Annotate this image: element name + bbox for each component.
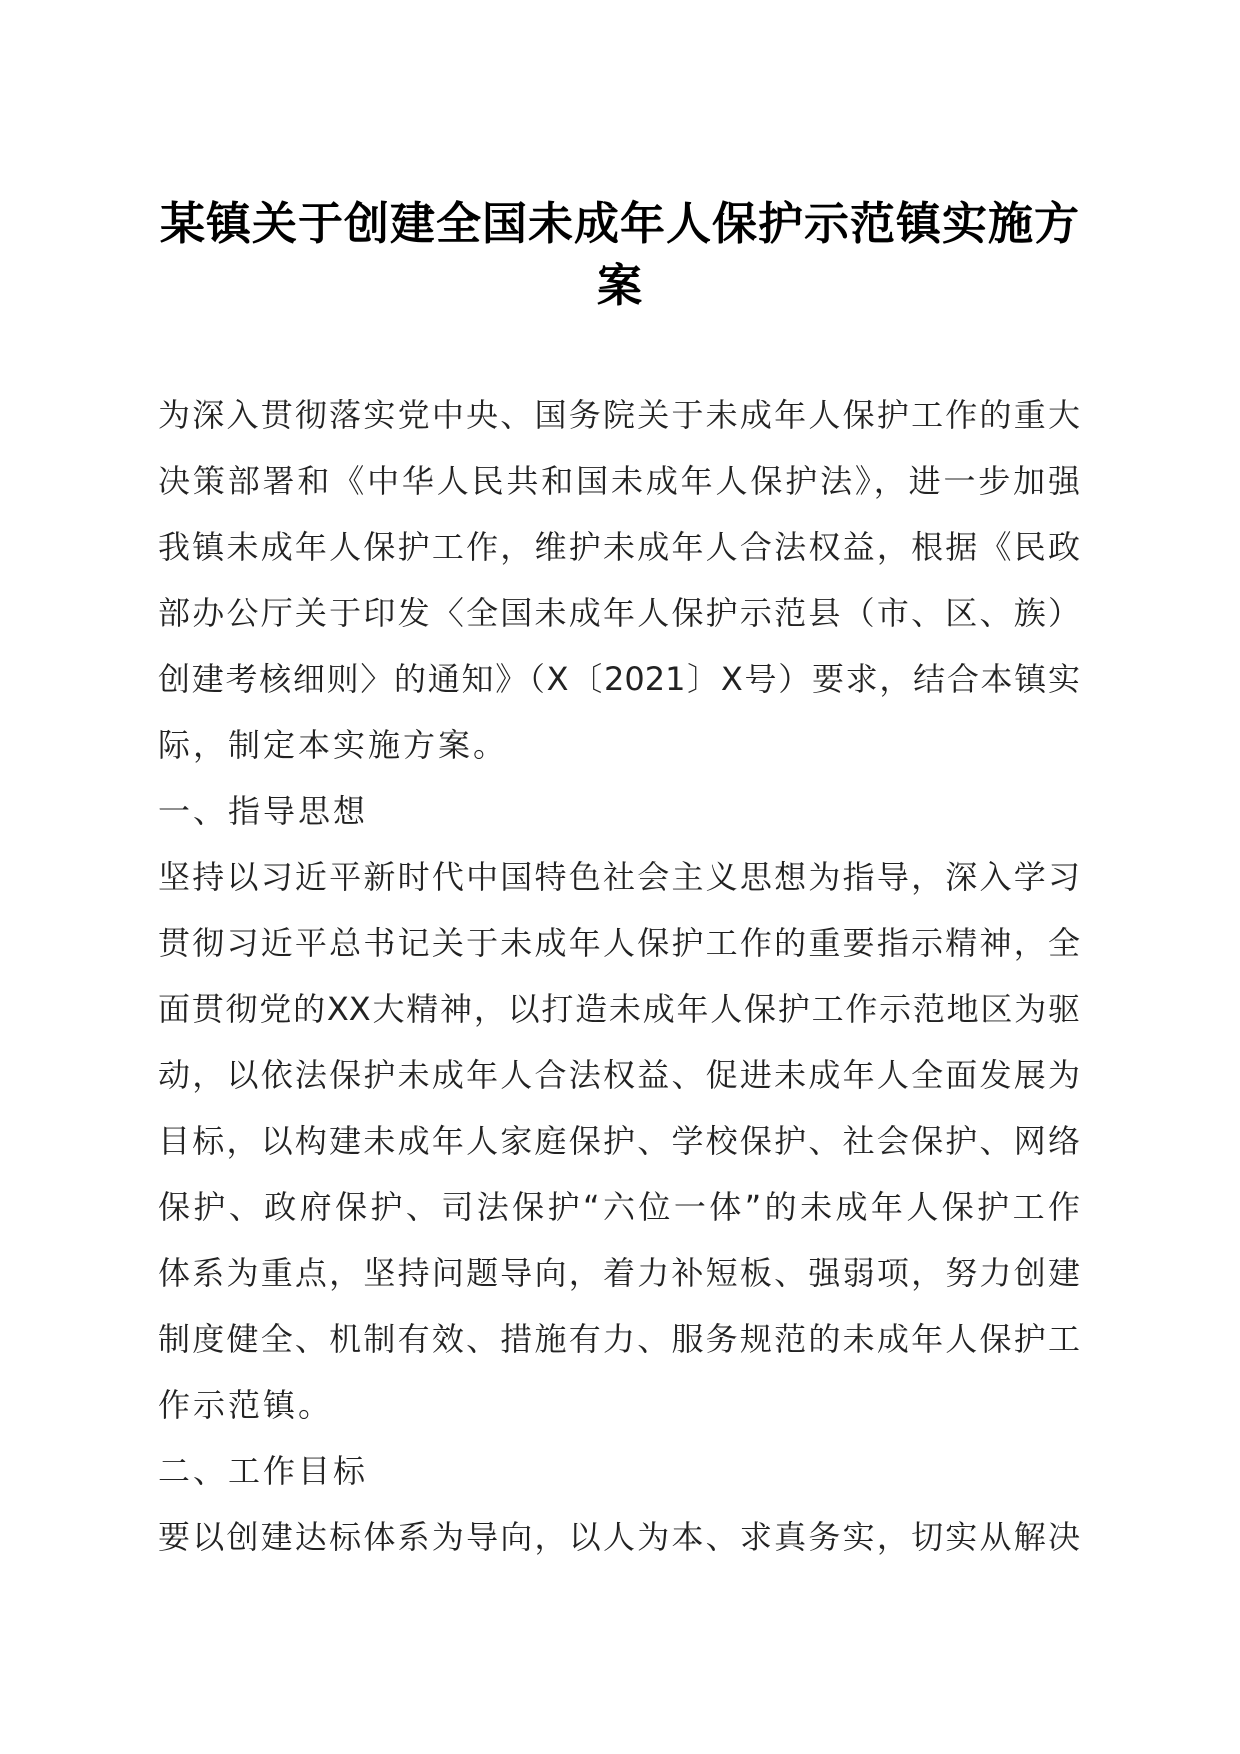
paragraph-line: 部办公厅关于印发〈全国未成年人保护示范县（市、区、族） — [158, 594, 1080, 632]
paragraph-line: 决策部署和《中华人民共和国未成年人保护法》，进一步加强 — [158, 462, 1080, 500]
paragraph-line: 坚持以习近平新时代中国特色社会主义思想为指导，深入学习 — [158, 858, 1080, 896]
paragraph-line: 贯彻习近平总书记关于未成年人保护工作的重要指示精神，全 — [158, 924, 1080, 962]
paragraph-line: 创建考核细则〉的通知》（X〔2021〕X号）要求，结合本镇实 — [158, 660, 1080, 698]
guiding-ideology-paragraph — [158, 844, 1080, 1438]
paragraph-line: 体系为重点，坚持问题导向，着力补短板、强弱项，努力创建 — [158, 1254, 1080, 1292]
paragraph-line: 要以创建达标体系为导向，以人为本、求真务实，切实从解决 — [158, 1518, 1080, 1556]
paragraph-line: 制度健全、机制有效、措施有力、服务规范的未成年人保护工 — [158, 1320, 1080, 1358]
document-title — [150, 193, 1090, 317]
section-heading-work-goals: 二、工作目标 — [158, 1452, 369, 1490]
work-goals-paragraph — [158, 1504, 1080, 1570]
document-body — [158, 382, 1080, 1570]
section-heading-guiding-ideology: 一、指导思想 — [158, 792, 369, 830]
intro-paragraph — [158, 382, 1080, 778]
paragraph-line: 保护、政府保护、司法保护“六位一体”的未成年人保护工作 — [158, 1188, 1080, 1226]
title-line: 某镇关于创建全国未成年人保护示范镇实施方 — [159, 197, 1080, 250]
paragraph-line: 作示范镇。 — [158, 1386, 334, 1424]
paragraph-line: 动，以依法保护未成年人合法权益、促进未成年人全面发展为 — [158, 1056, 1080, 1094]
title-line: 案 — [596, 259, 643, 312]
paragraph-line: 面贯彻党的XX大精神，以打造未成年人保护工作示范地区为驱 — [158, 990, 1080, 1028]
paragraph-line: 际，制定本实施方案。 — [158, 726, 509, 764]
paragraph-line: 为深入贯彻落实党中央、国务院关于未成年人保护工作的重大 — [158, 396, 1080, 434]
paragraph-line: 目标，以构建未成年人家庭保护、学校保护、社会保护、网络 — [158, 1122, 1080, 1160]
paragraph-line: 我镇未成年人保护工作，维护未成年人合法权益，根据《民政 — [158, 528, 1080, 566]
